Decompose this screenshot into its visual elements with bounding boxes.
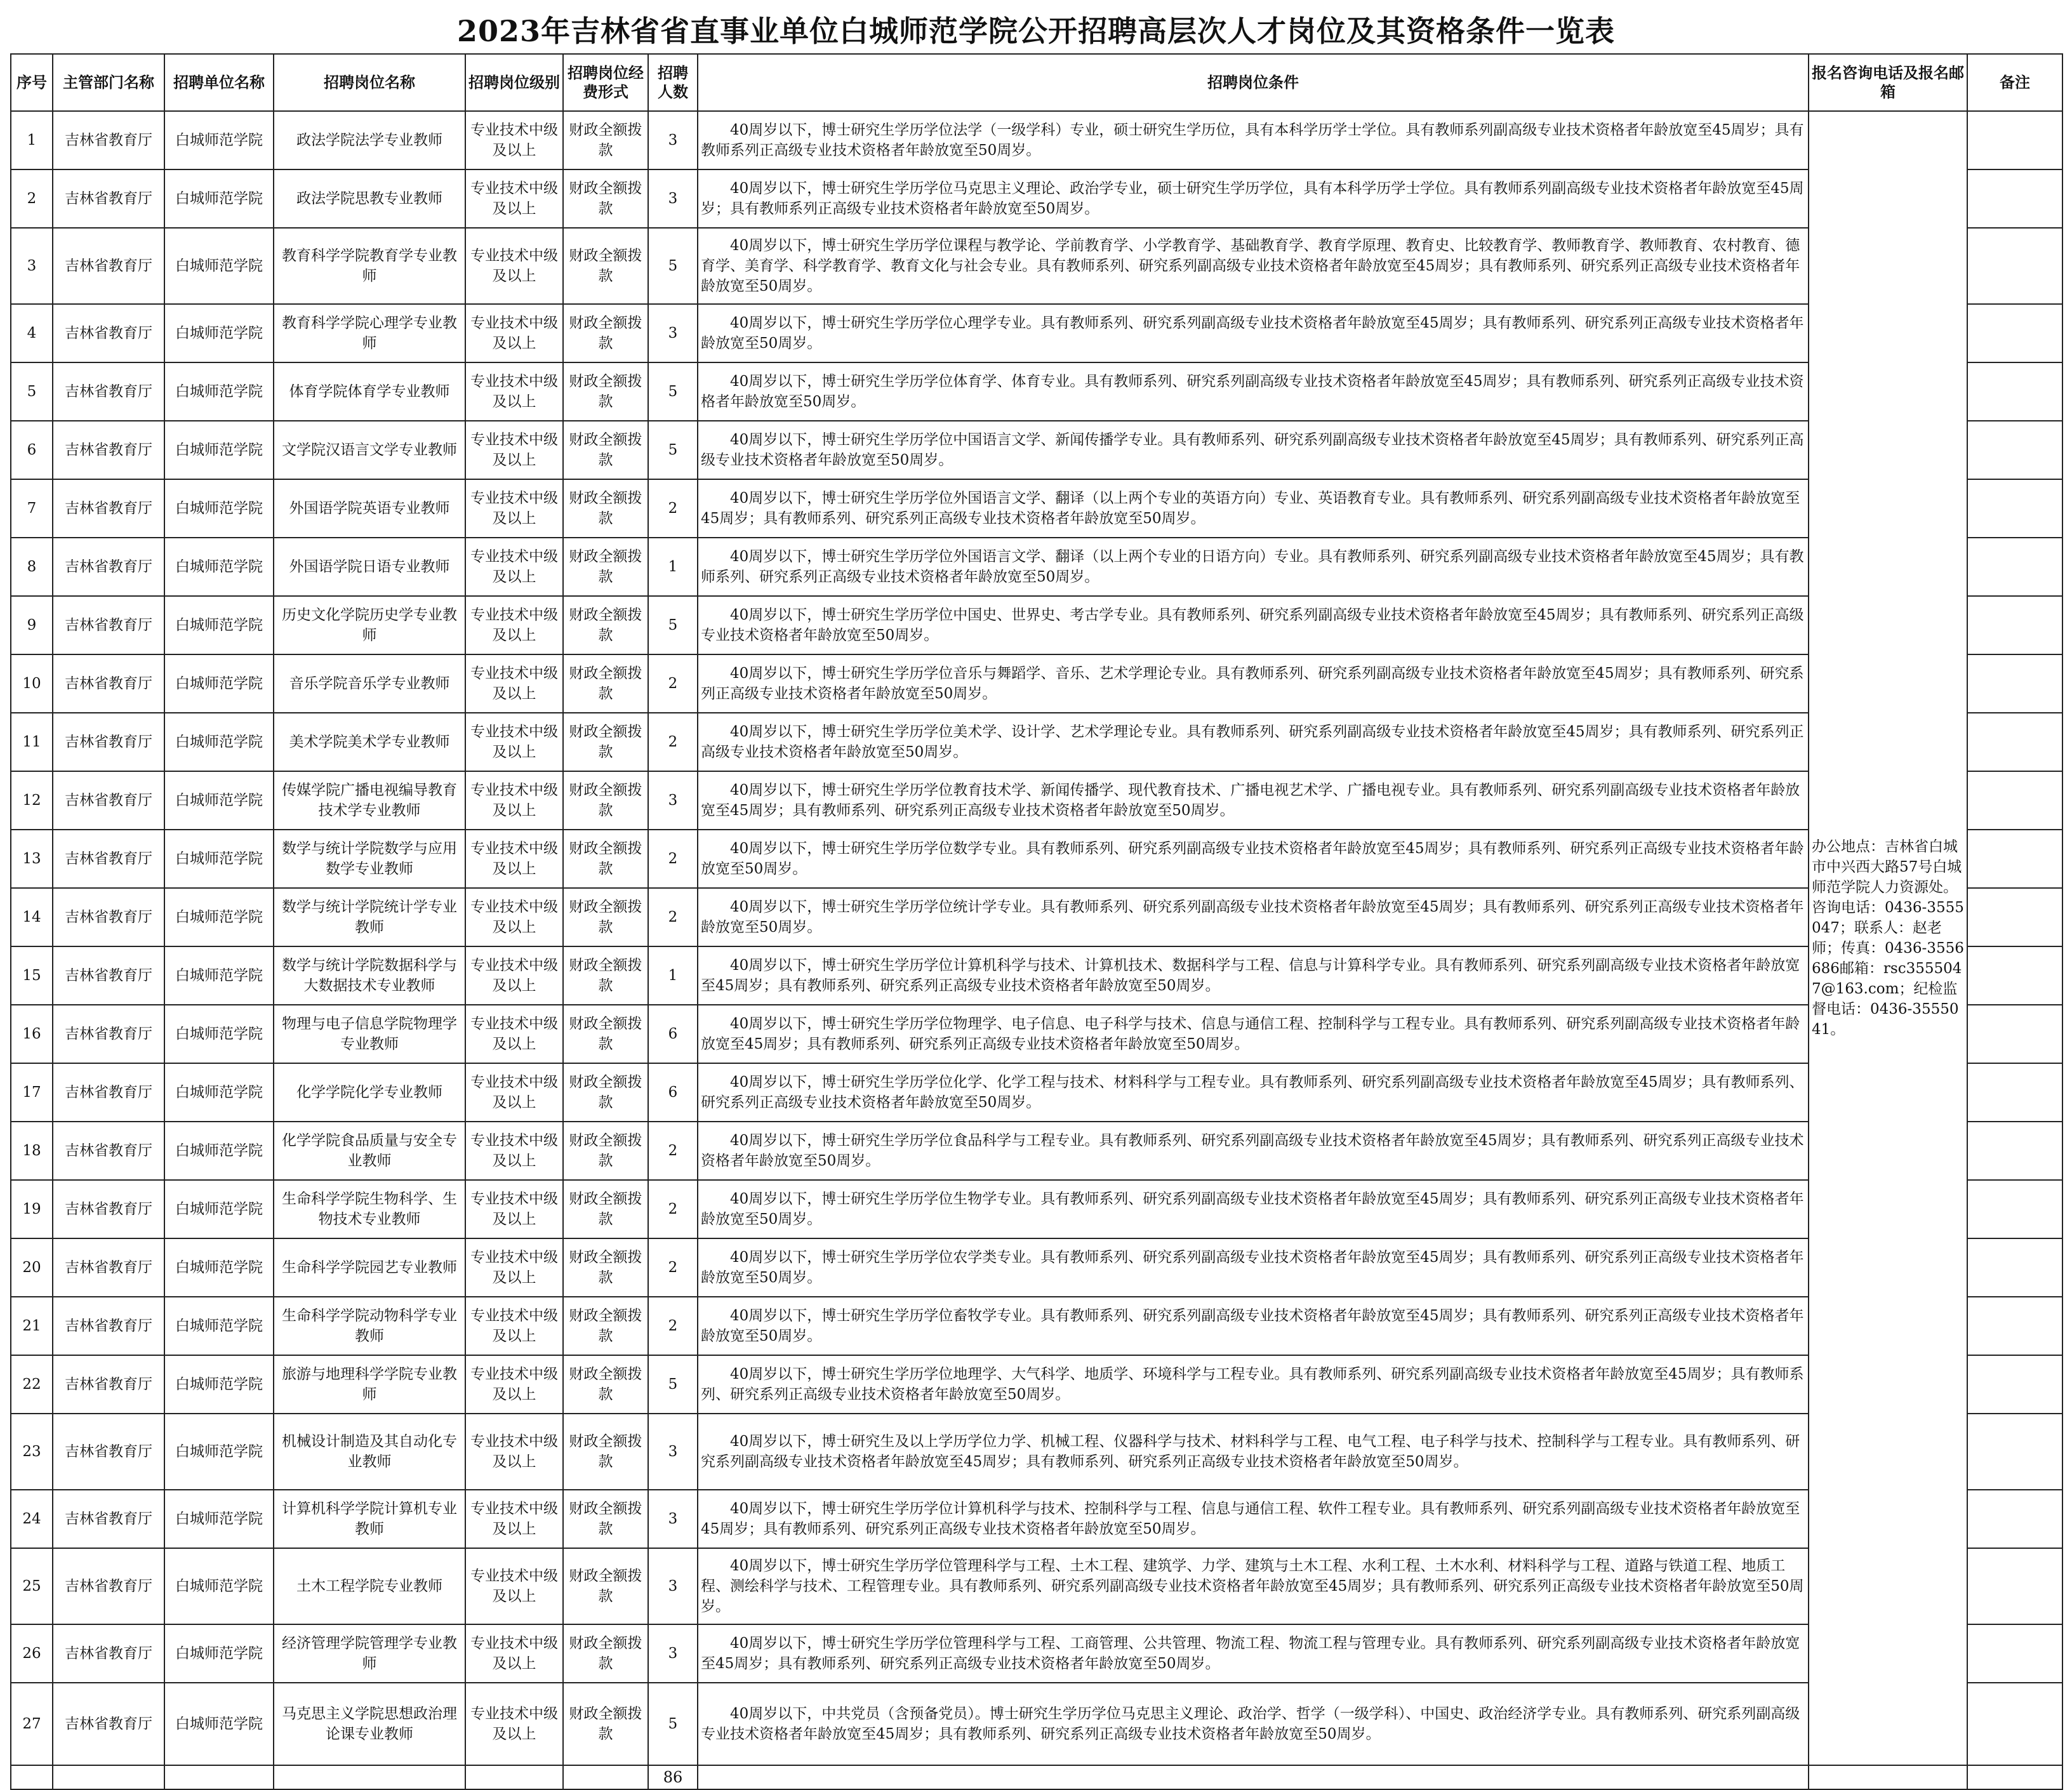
cell-count: 3 [648, 111, 698, 169]
cell-count: 3 [648, 1490, 698, 1548]
total-count: 86 [648, 1765, 698, 1789]
cell-requirements: 40周岁以下，博士研究生学历学位心理学专业。具有教师系列、研究系列副高级专业技术资格者年龄放宽至45周岁；具有教师系列、研究系列正高级专业技术资格者年龄放宽至50周岁。 [698, 304, 1809, 362]
cell-remark [1967, 362, 2062, 421]
cell-dept: 吉林省教育厅 [53, 1180, 164, 1238]
cell-funding: 财政全额拨款 [563, 888, 648, 946]
cell-unit: 白城师范学院 [164, 1238, 274, 1297]
cell-unit: 白城师范学院 [164, 1297, 274, 1355]
cell-funding: 财政全额拨款 [563, 228, 648, 304]
cell-dept: 吉林省教育厅 [53, 596, 164, 654]
cell-level: 专业技术中级及以上 [465, 1180, 563, 1238]
cell-no: 15 [11, 946, 53, 1005]
cell-level: 专业技术中级及以上 [465, 479, 563, 538]
cell-remark [1967, 169, 2062, 228]
cell-unit: 白城师范学院 [164, 1683, 274, 1765]
cell-level: 专业技术中级及以上 [465, 1548, 563, 1624]
header-row [11, 54, 2062, 111]
header-post: 招聘岗位名称 [274, 54, 465, 111]
cell-no: 7 [11, 479, 53, 538]
cell-requirements: 40周岁以下，博士研究生学历学位物理学、电子信息、电子科学与技术、信息与通信工程、控制科学与工程专业。具有教师系列、研究系列副高级专业技术资格者年龄放宽至45周岁；具有教师系列、研究系列正高级专业技术资格者年龄放宽至50周岁。 [698, 1005, 1809, 1063]
header-unit: 招聘单位名称 [164, 54, 274, 111]
cell-level: 专业技术中级及以上 [465, 946, 563, 1005]
table-row [11, 228, 2062, 304]
cell-unit: 白城师范学院 [164, 1490, 274, 1548]
cell-level: 专业技术中级及以上 [465, 771, 563, 830]
cell-remark [1967, 1122, 2062, 1180]
cell-unit: 白城师范学院 [164, 946, 274, 1005]
cell-count: 2 [648, 888, 698, 946]
cell-no: 2 [11, 169, 53, 228]
cell-count: 5 [648, 362, 698, 421]
cell-funding: 财政全额拨款 [563, 1414, 648, 1490]
cell-remark [1967, 1414, 2062, 1490]
cell-unit: 白城师范学院 [164, 362, 274, 421]
cell-remark [1967, 421, 2062, 479]
cell-unit: 白城师范学院 [164, 538, 274, 596]
cell-no: 6 [11, 421, 53, 479]
cell-remark [1967, 538, 2062, 596]
cell-dept: 吉林省教育厅 [53, 362, 164, 421]
cell-funding: 财政全额拨款 [563, 1297, 648, 1355]
cell-remark [1967, 596, 2062, 654]
table-row [11, 1005, 2062, 1063]
cell-unit: 白城师范学院 [164, 596, 274, 654]
cell-post: 数学与统计学院统计学专业教师 [274, 888, 465, 946]
cell-unit: 白城师范学院 [164, 111, 274, 169]
cell-unit: 白城师范学院 [164, 1624, 274, 1683]
cell-level: 专业技术中级及以上 [465, 538, 563, 596]
cell-post: 物理与电子信息学院物理学专业教师 [274, 1005, 465, 1063]
cell-requirements: 40周岁以下，博士研究生学历学位数学专业。具有教师系列、研究系列副高级专业技术资格者年龄放宽至45周岁；具有教师系列、研究系列正高级专业技术资格者年龄放宽至50周岁。 [698, 830, 1809, 888]
cell-no: 23 [11, 1414, 53, 1490]
cell-funding: 财政全额拨款 [563, 421, 648, 479]
cell-dept: 吉林省教育厅 [53, 1238, 164, 1297]
cell-requirements: 40周岁以下，博士研究生学历学位外国语言文学、翻译（以上两个专业的英语方向）专业、英语教育专业。具有教师系列、研究系列副高级专业技术资格者年龄放宽至45周岁；具有教师系列、研究系列正高级专业技术资格者年龄放宽至50周岁。 [698, 479, 1809, 538]
cell-funding: 财政全额拨款 [563, 1063, 648, 1122]
cell-remark [1967, 228, 2062, 304]
cell-count: 5 [648, 228, 698, 304]
header-remark: 备注 [1967, 54, 2062, 111]
table-row [11, 1297, 2062, 1355]
cell-remark [1967, 771, 2062, 830]
total-empty-cell [11, 1765, 53, 1789]
cell-no: 19 [11, 1180, 53, 1238]
table-body [11, 111, 2062, 1789]
cell-requirements: 40周岁以下，博士研究生及以上学历学位力学、机械工程、仪器科学与技术、材料科学与工程、电气工程、电子科学与技术、控制科学与工程专业。具有教师系列、研究系列副高级专业技术资格者年龄放宽至45周岁；具有教师系列、研究系列正高级专业技术资格者年龄放宽至50周岁。 [698, 1414, 1809, 1490]
cell-post: 化学学院化学专业教师 [274, 1063, 465, 1122]
cell-dept: 吉林省教育厅 [53, 228, 164, 304]
cell-no: 22 [11, 1355, 53, 1414]
cell-requirements: 40周岁以下，博士研究生学历学位法学（一级学科）专业，硕士研究生学历位，具有本科学历学士学位。具有教师系列副高级专业技术资格者年龄放宽至45周岁；具有教师系列正高级专业技术资格者年龄放宽至50周岁。 [698, 111, 1809, 169]
cell-no: 25 [11, 1548, 53, 1624]
cell-unit: 白城师范学院 [164, 888, 274, 946]
total-empty-cell [465, 1765, 563, 1789]
cell-post: 教育科学学院教育学专业教师 [274, 228, 465, 304]
header-level: 招聘岗位级别 [465, 54, 563, 111]
table-row [11, 830, 2062, 888]
cell-funding: 财政全额拨款 [563, 362, 648, 421]
cell-no: 8 [11, 538, 53, 596]
cell-level: 专业技术中级及以上 [465, 1238, 563, 1297]
cell-unit: 白城师范学院 [164, 830, 274, 888]
cell-funding: 财政全额拨款 [563, 538, 648, 596]
cell-requirements: 40周岁以下，博士研究生学历学位外国语言文学、翻译（以上两个专业的日语方向）专业。具有教师系列、研究系列副高级专业技术资格者年龄放宽至45周岁；具有教师系列、研究系列正高级专业技术资格者年龄放宽至50周岁。 [698, 538, 1809, 596]
cell-count: 2 [648, 830, 698, 888]
cell-no: 9 [11, 596, 53, 654]
cell-post: 土木工程学院专业教师 [274, 1548, 465, 1624]
total-row [11, 1765, 2062, 1789]
cell-requirements: 40周岁以下，博士研究生学历学位化学、化学工程与技术、材料科学与工程专业。具有教师系列、研究系列副高级专业技术资格者年龄放宽至45周岁；具有教师系列、研究系列正高级专业技术资格者年龄放宽至50周岁。 [698, 1063, 1809, 1122]
cell-requirements: 40周岁以下，博士研究生学历学位美术学、设计学、艺术学理论专业。具有教师系列、研究系列副高级专业技术资格者年龄放宽至45周岁；具有教师系列、研究系列正高级专业技术资格者年龄放宽至50周岁。 [698, 713, 1809, 771]
cell-unit: 白城师范学院 [164, 1122, 274, 1180]
cell-requirements: 40周岁以下，博士研究生学历学位马克思主义理论、政治学专业，硕士研究生学历学位，具有本科学历学士学位。具有教师系列副高级专业技术资格者年龄放宽至45周岁；具有教师系列正高级专业技术资格者年龄放宽至50周岁。 [698, 169, 1809, 228]
cell-funding: 财政全额拨款 [563, 111, 648, 169]
table-row [11, 1180, 2062, 1238]
cell-no: 17 [11, 1063, 53, 1122]
header-no: 序号 [11, 54, 53, 111]
cell-count: 3 [648, 304, 698, 362]
cell-dept: 吉林省教育厅 [53, 888, 164, 946]
page-title: 2023年吉林省省直事业单位白城师范学院公开招聘高层次人才岗位及其资格条件一览表 [456, 14, 1616, 48]
cell-level: 专业技术中级及以上 [465, 1063, 563, 1122]
table-row [11, 1683, 2062, 1765]
cell-funding: 财政全额拨款 [563, 1005, 648, 1063]
cell-unit: 白城师范学院 [164, 479, 274, 538]
table-row [11, 771, 2062, 830]
cell-requirements: 40周岁以下，博士研究生学历学位音乐与舞蹈学、音乐、艺术学理论专业。具有教师系列、研究系列副高级专业技术资格者年龄放宽至45周岁；具有教师系列、研究系列正高级专业技术资格者年龄放宽至50周岁。 [698, 654, 1809, 713]
total-empty-cell [1809, 1765, 1967, 1789]
cell-funding: 财政全额拨款 [563, 830, 648, 888]
cell-count: 5 [648, 596, 698, 654]
cell-count: 2 [648, 713, 698, 771]
header-funding: 招聘岗位经费形式 [563, 54, 648, 111]
table-row [11, 1548, 2062, 1624]
cell-dept: 吉林省教育厅 [53, 713, 164, 771]
cell-dept: 吉林省教育厅 [53, 421, 164, 479]
cell-dept: 吉林省教育厅 [53, 538, 164, 596]
cell-level: 专业技术中级及以上 [465, 1122, 563, 1180]
cell-level: 专业技术中级及以上 [465, 1355, 563, 1414]
cell-remark [1967, 1005, 2062, 1063]
cell-dept: 吉林省教育厅 [53, 169, 164, 228]
cell-remark [1967, 1180, 2062, 1238]
cell-remark [1967, 1297, 2062, 1355]
table-row [11, 1355, 2062, 1414]
cell-requirements: 40周岁以下，博士研究生学历学位课程与教学论、学前教育学、小学教育学、基础教育学、教育学原理、教育史、比较教育学、教师教育学、教师教育、农村教育、德育学、美育学、科学教育学、教育文化与社会专业。具有教师系列、研究系列副高级专业技术资格者年龄放宽至45周岁；具有教师系列、研究系列正高级专业技术资格者年龄放宽至50周岁。 [698, 228, 1809, 304]
cell-unit: 白城师范学院 [164, 713, 274, 771]
cell-requirements: 40周岁以下，博士研究生学历学位体育学、体育专业。具有教师系列、研究系列副高级专业技术资格者年龄放宽至45周岁；具有教师系列、研究系列正高级专业技术资格者年龄放宽至50周岁。 [698, 362, 1809, 421]
cell-unit: 白城师范学院 [164, 421, 274, 479]
cell-remark [1967, 1624, 2062, 1683]
cell-requirements: 40周岁以下，博士研究生学历学位中国史、世界史、考古学专业。具有教师系列、研究系列副高级专业技术资格者年龄放宽至45周岁；具有教师系列、研究系列正高级专业技术资格者年龄放宽至50周岁。 [698, 596, 1809, 654]
cell-unit: 白城师范学院 [164, 771, 274, 830]
cell-count: 2 [648, 1122, 698, 1180]
cell-count: 2 [648, 479, 698, 538]
cell-count: 2 [648, 654, 698, 713]
cell-dept: 吉林省教育厅 [53, 771, 164, 830]
cell-dept: 吉林省教育厅 [53, 479, 164, 538]
total-empty-cell [563, 1765, 648, 1789]
cell-no: 5 [11, 362, 53, 421]
cell-count: 3 [648, 169, 698, 228]
cell-unit: 白城师范学院 [164, 304, 274, 362]
table-row [11, 1238, 2062, 1297]
cell-post: 生命科学学院生物科学、生物技术专业教师 [274, 1180, 465, 1238]
table-row [11, 421, 2062, 479]
table-row [11, 713, 2062, 771]
cell-post: 数学与统计学院数学与应用数学专业教师 [274, 830, 465, 888]
cell-post: 政法学院法学专业教师 [274, 111, 465, 169]
cell-funding: 财政全额拨款 [563, 1548, 648, 1624]
cell-funding: 财政全额拨款 [563, 596, 648, 654]
total-empty-cell [698, 1765, 1809, 1789]
cell-dept: 吉林省教育厅 [53, 1005, 164, 1063]
cell-post: 旅游与地理科学学院专业教师 [274, 1355, 465, 1414]
cell-unit: 白城师范学院 [164, 1548, 274, 1624]
cell-level: 专业技术中级及以上 [465, 228, 563, 304]
table-row [11, 888, 2062, 946]
cell-dept: 吉林省教育厅 [53, 1063, 164, 1122]
total-empty-cell [274, 1765, 465, 1789]
cell-funding: 财政全额拨款 [563, 1180, 648, 1238]
cell-count: 5 [648, 1683, 698, 1765]
total-empty-cell [164, 1765, 274, 1789]
table-row [11, 946, 2062, 1005]
cell-post: 文学院汉语言文学专业教师 [274, 421, 465, 479]
cell-requirements: 40周岁以下，博士研究生学历学位计算机科学与技术、计算机技术、数据科学与工程、信息与计算科学专业。具有教师系列、研究系列副高级专业技术资格者年龄放宽至45周岁；具有教师系列、研究系列正高级专业技术资格者年龄放宽至50周岁。 [698, 946, 1809, 1005]
cell-count: 6 [648, 1063, 698, 1122]
cell-funding: 财政全额拨款 [563, 713, 648, 771]
cell-dept: 吉林省教育厅 [53, 1414, 164, 1490]
cell-remark [1967, 479, 2062, 538]
cell-post: 历史文化学院历史学专业教师 [274, 596, 465, 654]
cell-post: 体育学院体育学专业教师 [274, 362, 465, 421]
cell-requirements: 40周岁以下，博士研究生学历学位地理学、大气科学、地质学、环境科学与工程专业。具有教师系列、研究系列副高级专业技术资格者年龄放宽至45周岁；具有教师系列、研究系列正高级专业技术资格者年龄放宽至50周岁。 [698, 1355, 1809, 1414]
cell-requirements: 40周岁以下，博士研究生学历学位农学类专业。具有教师系列、研究系列副高级专业技术资格者年龄放宽至45周岁；具有教师系列、研究系列正高级专业技术资格者年龄放宽至50周岁。 [698, 1238, 1809, 1297]
cell-funding: 财政全额拨款 [563, 1624, 648, 1683]
cell-no: 12 [11, 771, 53, 830]
cell-no: 4 [11, 304, 53, 362]
cell-post: 生命科学学院园艺专业教师 [274, 1238, 465, 1297]
cell-funding: 财政全额拨款 [563, 771, 648, 830]
table-row [11, 304, 2062, 362]
header-requirements: 招聘岗位条件 [698, 54, 1809, 111]
cell-unit: 白城师范学院 [164, 1180, 274, 1238]
cell-dept: 吉林省教育厅 [53, 1548, 164, 1624]
cell-funding: 财政全额拨款 [563, 654, 648, 713]
cell-post: 政法学院思教专业教师 [274, 169, 465, 228]
cell-post: 外国语学院英语专业教师 [274, 479, 465, 538]
cell-post: 机械设计制造及其自动化专业教师 [274, 1414, 465, 1490]
cell-requirements: 40周岁以下，博士研究生学历学位统计学专业。具有教师系列、研究系列副高级专业技术资格者年龄放宽至45周岁；具有教师系列、研究系列正高级专业技术资格者年龄放宽至50周岁。 [698, 888, 1809, 946]
cell-remark [1967, 654, 2062, 713]
table-row [11, 1490, 2062, 1548]
table-row [11, 111, 2062, 169]
cell-requirements: 40周岁以下，中共党员（含预备党员）。博士研究生学历学位马克思主义理论、政治学、哲学（一级学科）、中国史、政治经济学专业。具有教师系列、研究系列副高级专业技术资格者年龄放宽至45周岁；具有教师系列、研究系列正高级专业技术资格者年龄放宽至50周岁。 [698, 1683, 1809, 1765]
cell-dept: 吉林省教育厅 [53, 1355, 164, 1414]
cell-post: 传媒学院广播电视编导教育技术学专业教师 [274, 771, 465, 830]
cell-level: 专业技术中级及以上 [465, 713, 563, 771]
cell-dept: 吉林省教育厅 [53, 1122, 164, 1180]
cell-unit: 白城师范学院 [164, 1414, 274, 1490]
table-row [11, 596, 2062, 654]
cell-level: 专业技术中级及以上 [465, 654, 563, 713]
table-row [11, 1122, 2062, 1180]
cell-requirements: 40周岁以下，博士研究生学历学位管理科学与工程、土木工程、建筑学、力学、建筑与土木工程、水利工程、土木水利、材料科学与工程、道路与铁道工程、地质工程、测绘科学与技术、工程管理专业。具有教师系列、研究系列副高级专业技术资格者年龄放宽至45周岁；具有教师系列、研究系列正高级专业技术资格者年龄放宽至50周岁。 [698, 1548, 1809, 1624]
cell-level: 专业技术中级及以上 [465, 1624, 563, 1683]
cell-funding: 财政全额拨款 [563, 1683, 648, 1765]
cell-count: 5 [648, 1355, 698, 1414]
cell-unit: 白城师范学院 [164, 1355, 274, 1414]
cell-count: 5 [648, 421, 698, 479]
cell-funding: 财政全额拨款 [563, 1122, 648, 1180]
cell-count: 1 [648, 946, 698, 1005]
cell-post: 音乐学院音乐学专业教师 [274, 654, 465, 713]
cell-remark [1967, 1490, 2062, 1548]
table-row [11, 654, 2062, 713]
cell-level: 专业技术中级及以上 [465, 1683, 563, 1765]
cell-level: 专业技术中级及以上 [465, 304, 563, 362]
cell-requirements: 40周岁以下，博士研究生学历学位中国语言文学、新闻传播学专业。具有教师系列、研究系列副高级专业技术资格者年龄放宽至45周岁；具有教师系列、研究系列正高级专业技术资格者年龄放宽至50周岁。 [698, 421, 1809, 479]
cell-count: 2 [648, 1297, 698, 1355]
cell-level: 专业技术中级及以上 [465, 888, 563, 946]
cell-dept: 吉林省教育厅 [53, 304, 164, 362]
cell-dept: 吉林省教育厅 [53, 1624, 164, 1683]
cell-funding: 财政全额拨款 [563, 169, 648, 228]
cell-remark [1967, 1683, 2062, 1765]
cell-dept: 吉林省教育厅 [53, 111, 164, 169]
header-dept: 主管部门名称 [53, 54, 164, 111]
cell-count: 3 [648, 1624, 698, 1683]
cell-no: 18 [11, 1122, 53, 1180]
cell-remark [1967, 111, 2062, 169]
cell-funding: 财政全额拨款 [563, 1490, 648, 1548]
cell-remark [1967, 888, 2062, 946]
cell-remark [1967, 1548, 2062, 1624]
cell-post: 美术学院美术学专业教师 [274, 713, 465, 771]
cell-level: 专业技术中级及以上 [465, 1297, 563, 1355]
table-row [11, 169, 2062, 228]
cell-requirements: 40周岁以下，博士研究生学历学位食品科学与工程专业。具有教师系列、研究系列副高级专业技术资格者年龄放宽至45周岁；具有教师系列、研究系列正高级专业技术资格者年龄放宽至50周岁。 [698, 1122, 1809, 1180]
cell-dept: 吉林省教育厅 [53, 1297, 164, 1355]
cell-remark [1967, 1063, 2062, 1122]
cell-requirements: 40周岁以下，博士研究生学历学位计算机科学与技术、控制科学与工程、信息与通信工程、软件工程专业。具有教师系列、研究系列副高级专业技术资格者年龄放宽至45周岁；具有教师系列、研究系列正高级专业技术资格者年龄放宽至50周岁。 [698, 1490, 1809, 1548]
cell-no: 14 [11, 888, 53, 946]
cell-level: 专业技术中级及以上 [465, 111, 563, 169]
cell-funding: 财政全额拨款 [563, 1355, 648, 1414]
cell-no: 10 [11, 654, 53, 713]
cell-no: 24 [11, 1490, 53, 1548]
cell-post: 化学学院食品质量与安全专业教师 [274, 1122, 465, 1180]
cell-post: 马克思主义学院思想政治理论课专业教师 [274, 1683, 465, 1765]
contact-info: 办公地点：吉林省白城市中兴西大路57号白城师范学院人力资源处。咨询电话：0436-3555047；联系人：赵老师；传真：0436-3556686邮箱：rsc3555047@163.com；纪检监督电话：0436-3555041。 [1809, 111, 1967, 1765]
cell-unit: 白城师范学院 [164, 1063, 274, 1122]
cell-requirements: 40周岁以下，博士研究生学历学位生物学专业。具有教师系列、研究系列副高级专业技术资格者年龄放宽至45周岁；具有教师系列、研究系列正高级专业技术资格者年龄放宽至50周岁。 [698, 1180, 1809, 1238]
table-row [11, 362, 2062, 421]
cell-no: 21 [11, 1297, 53, 1355]
cell-level: 专业技术中级及以上 [465, 1490, 563, 1548]
cell-requirements: 40周岁以下，博士研究生学历学位畜牧学专业。具有教师系列、研究系列副高级专业技术资格者年龄放宽至45周岁；具有教师系列、研究系列正高级专业技术资格者年龄放宽至50周岁。 [698, 1297, 1809, 1355]
cell-post: 生命科学学院动物科学专业教师 [274, 1297, 465, 1355]
cell-unit: 白城师范学院 [164, 228, 274, 304]
cell-requirements: 40周岁以下，博士研究生学历学位管理科学与工程、工商管理、公共管理、物流工程、物流工程与管理专业。具有教师系列、研究系列副高级专业技术资格者年龄放宽至45周岁；具有教师系列、研究系列正高级专业技术资格者年龄放宽至50周岁。 [698, 1624, 1809, 1683]
cell-post: 计算机科学学院计算机专业教师 [274, 1490, 465, 1548]
total-empty-cell [1967, 1765, 2062, 1789]
cell-level: 专业技术中级及以上 [465, 1414, 563, 1490]
cell-post: 经济管理学院管理学专业教师 [274, 1624, 465, 1683]
cell-count: 3 [648, 1414, 698, 1490]
cell-level: 专业技术中级及以上 [465, 830, 563, 888]
cell-funding: 财政全额拨款 [563, 479, 648, 538]
cell-remark [1967, 713, 2062, 771]
cell-requirements: 40周岁以下，博士研究生学历学位教育技术学、新闻传播学、现代教育技术、广播电视艺术学、广播电视专业。具有教师系列、研究系列副高级专业技术资格者年龄放宽至45周岁；具有教师系列、研究系列正高级专业技术资格者年龄放宽至50周岁。 [698, 771, 1809, 830]
cell-count: 3 [648, 771, 698, 830]
header-count: 招聘人数 [648, 54, 698, 111]
cell-count: 2 [648, 1238, 698, 1297]
recruitment-table [10, 53, 2063, 1790]
cell-unit: 白城师范学院 [164, 1005, 274, 1063]
cell-dept: 吉林省教育厅 [53, 1683, 164, 1765]
cell-funding: 财政全额拨款 [563, 304, 648, 362]
cell-no: 20 [11, 1238, 53, 1297]
cell-level: 专业技术中级及以上 [465, 1005, 563, 1063]
cell-unit: 白城师范学院 [164, 654, 274, 713]
cell-post: 教育科学学院心理学专业教师 [274, 304, 465, 362]
cell-no: 3 [11, 228, 53, 304]
cell-level: 专业技术中级及以上 [465, 421, 563, 479]
cell-unit: 白城师范学院 [164, 169, 274, 228]
cell-level: 专业技术中级及以上 [465, 169, 563, 228]
cell-dept: 吉林省教育厅 [53, 654, 164, 713]
cell-post: 外国语学院日语专业教师 [274, 538, 465, 596]
table-row [11, 1414, 2062, 1490]
cell-post: 数学与统计学院数据科学与大数据技术专业教师 [274, 946, 465, 1005]
cell-level: 专业技术中级及以上 [465, 596, 563, 654]
cell-dept: 吉林省教育厅 [53, 830, 164, 888]
cell-no: 27 [11, 1683, 53, 1765]
cell-level: 专业技术中级及以上 [465, 362, 563, 421]
cell-remark [1967, 946, 2062, 1005]
cell-count: 3 [648, 1548, 698, 1624]
cell-funding: 财政全额拨款 [563, 1238, 648, 1297]
cell-no: 26 [11, 1624, 53, 1683]
cell-count: 6 [648, 1005, 698, 1063]
cell-dept: 吉林省教育厅 [53, 946, 164, 1005]
cell-remark [1967, 304, 2062, 362]
table-row [11, 538, 2062, 596]
table-row [11, 1063, 2062, 1122]
cell-no: 1 [11, 111, 53, 169]
cell-remark [1967, 1238, 2062, 1297]
cell-remark [1967, 1355, 2062, 1414]
cell-no: 13 [11, 830, 53, 888]
table-row [11, 1624, 2062, 1683]
cell-remark [1967, 830, 2062, 888]
cell-no: 16 [11, 1005, 53, 1063]
table-row [11, 479, 2062, 538]
total-empty-cell [53, 1765, 164, 1789]
header-contact: 报名咨询电话及报名邮箱 [1809, 54, 1967, 111]
cell-count: 1 [648, 538, 698, 596]
cell-funding: 财政全额拨款 [563, 946, 648, 1005]
cell-dept: 吉林省教育厅 [53, 1490, 164, 1548]
cell-count: 2 [648, 1180, 698, 1238]
cell-no: 11 [11, 713, 53, 771]
